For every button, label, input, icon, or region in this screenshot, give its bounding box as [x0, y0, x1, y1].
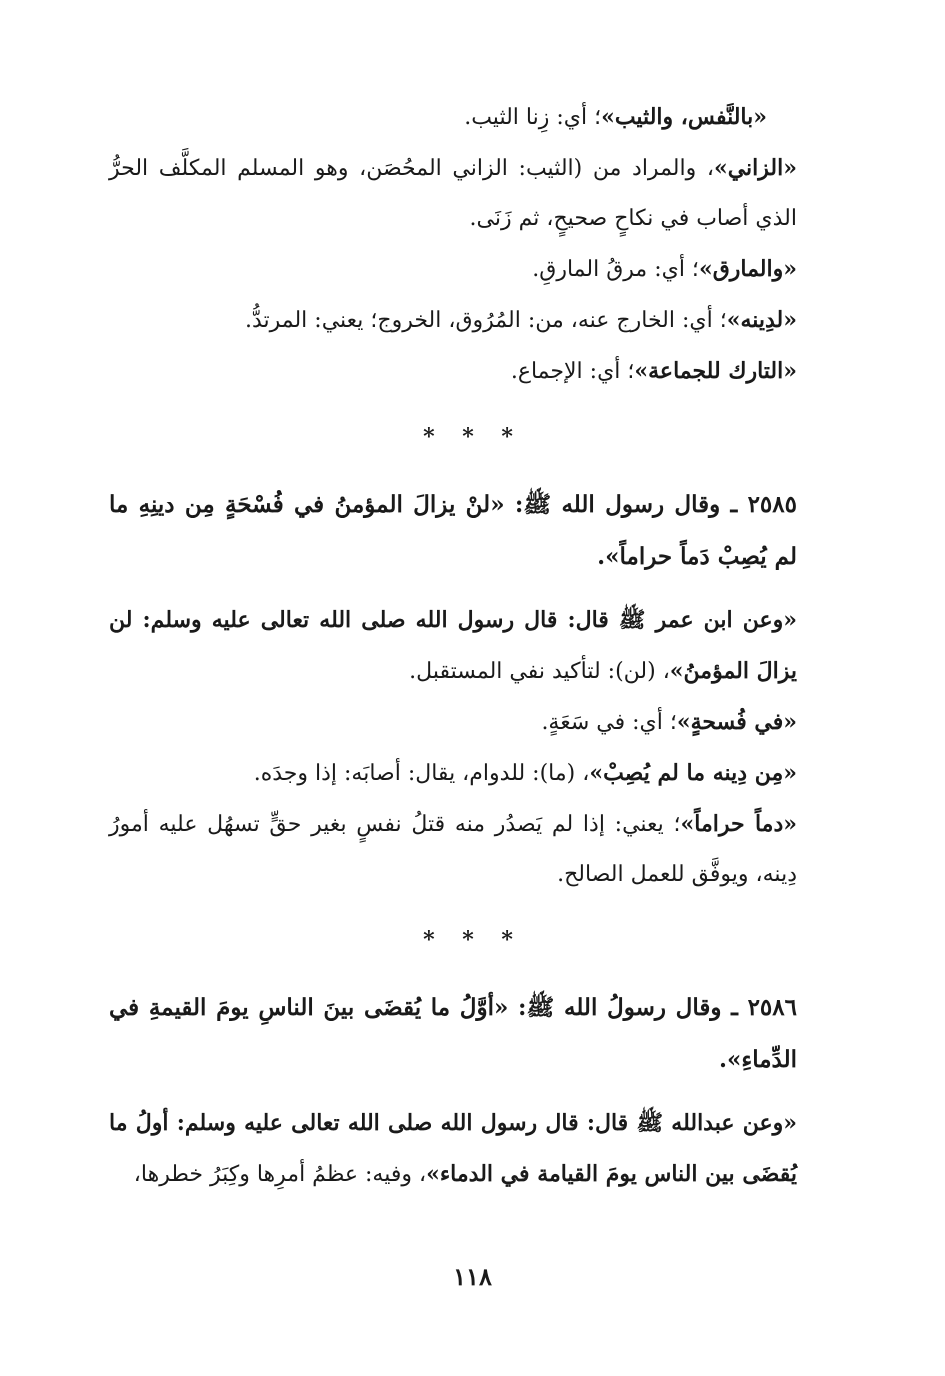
section-separator: * * * — [423, 927, 523, 953]
commentary-line — [109, 748, 837, 799]
commentary-line — [109, 346, 837, 397]
commentary-term: «في فُسحةٍ» — [676, 709, 797, 735]
commentary-gloss: ؛ أي: الإجماع. — [510, 359, 635, 384]
commentary-term: «دماً حراماً» — [680, 811, 798, 837]
commentary-line — [109, 595, 837, 697]
commentary-gloss: ؛ يعني: إذا لم يَصدُر منه قتلُ نفسٍ بغير حقٍّ تسهُل عليه أمورُ دِينه، ويوفَّق للعمل الصالح. — [109, 812, 797, 887]
section-separator: * * * — [423, 424, 523, 450]
commentary-term: «وعن عبدالله ﷺ قال: قال رسول الله صلى الله تعالى عليه وسلم: أولُ ما يُقضَى بين الناس يومَ القيامة في الدماء» — [109, 1110, 797, 1187]
commentary-gloss: ، وفيه: عظمُ أمرِها وكِبَرُ خطرها، — [133, 1162, 427, 1187]
commentary-gloss: ، (لن): لتأكيد نفي المستقبل. — [409, 659, 670, 684]
hadith-text: ٢٥٨٦ ـ وقال رسولُ الله ﷺ: «أوَّلُ ما يُقضَى بينَ الناسِ يومَ القيمةِ في الدِّماءِ». — [109, 994, 797, 1073]
commentary-line — [109, 244, 837, 295]
commentary-line — [109, 1098, 837, 1200]
commentary-line — [109, 295, 837, 346]
commentary-gloss: ؛ أي: زِنا الثيب. — [464, 105, 602, 130]
commentary-line — [109, 697, 837, 748]
page-number: ١١٨ — [453, 1262, 492, 1291]
commentary-term: «والمارق» — [698, 256, 797, 282]
commentary-line — [109, 92, 837, 143]
commentary-line — [109, 799, 837, 900]
commentary-gloss: ؛ أي: الخارج عنه، من: المُرُوق، الخروج؛ يعني: المرتدُّ. — [244, 308, 727, 333]
commentary-term: «بالنَّفس، والثيب» — [601, 104, 767, 130]
commentary-term: «الزاني» — [713, 155, 797, 181]
commentary-gloss: ، والمراد من (الثيب: الزاني المحُصَن، وهو المسلم المكلَّف الحرُّ الذي أصاب في نكاحٍ صحيحٍ، ثم زَنَى. — [109, 156, 797, 231]
spacer — [109, 1086, 837, 1098]
commentary-gloss: ؛ أي: مرقُ المارقِ. — [532, 257, 699, 282]
commentary-term: «التارك للجماعة» — [634, 358, 797, 384]
commentary-gloss: ، (ما): للدوام، يقال: أصابَه: إذا وجدَه. — [253, 761, 590, 786]
hadith-text: ٢٥٨٥ ـ وقال رسول الله ﷺ: «لنْ يزالَ المؤمنُ في فُسْحَةٍ مِن دينِهِ ما لم يُصِبْ دَماً حراماً». — [109, 491, 797, 570]
commentary-line — [109, 143, 837, 244]
commentary-term: «لدِينه» — [726, 307, 797, 333]
commentary-term: «مِن دِينه ما لم يُصِبْ» — [589, 760, 797, 786]
commentary-gloss: ؛ أي: في سَعَةٍ. — [541, 710, 677, 735]
spacer — [109, 583, 837, 595]
page-body — [109, 92, 837, 1200]
commentary-term: «وعن ابن عمر ﷺ قال: قال رسول الله صلى الله تعالى عليه وسلم: لن يزالَ المؤمنُ» — [109, 607, 797, 684]
